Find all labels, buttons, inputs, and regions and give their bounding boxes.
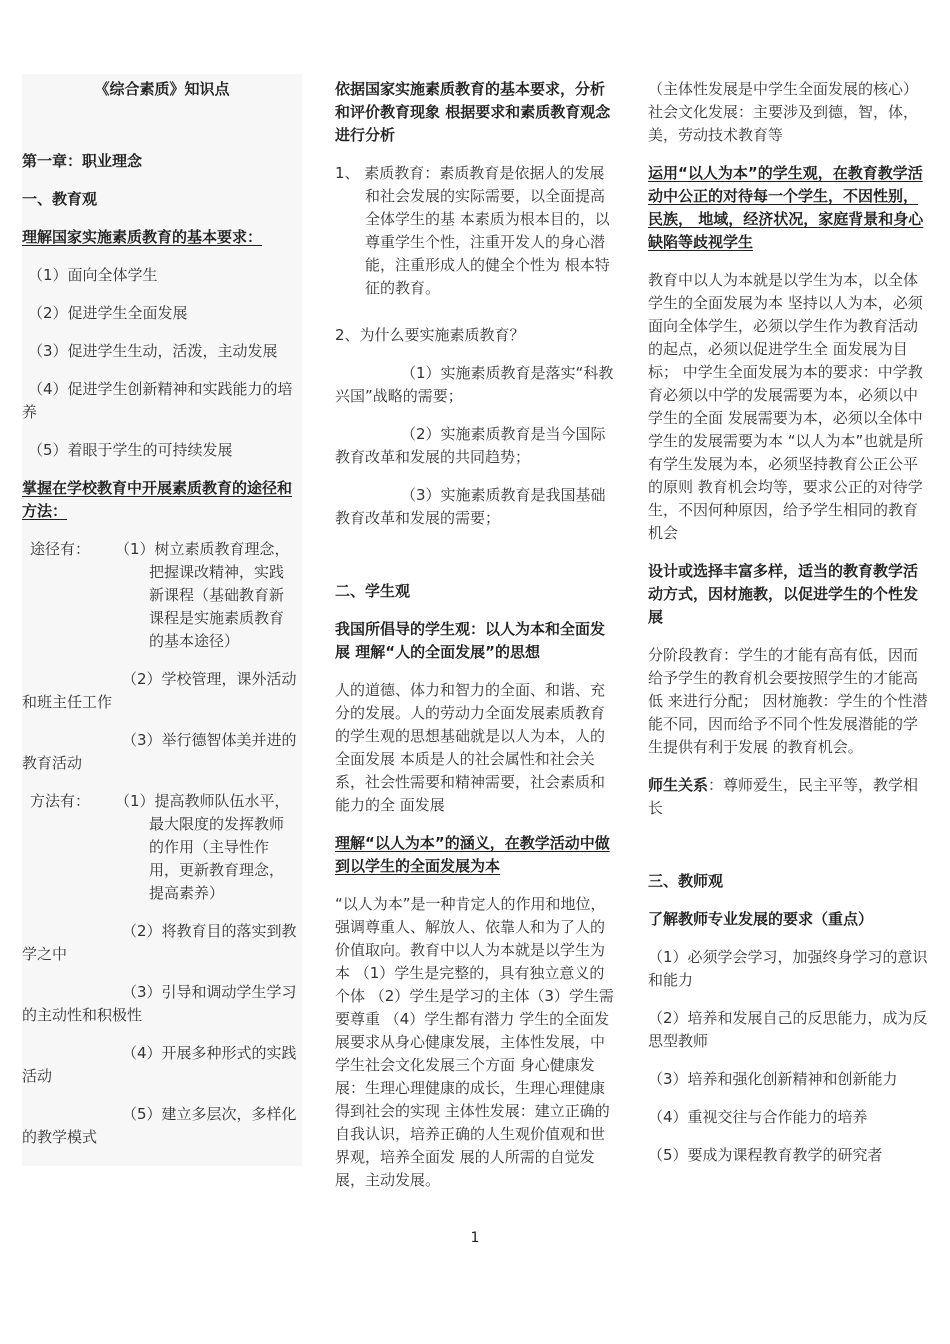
method-item: （3）引导和调动学生学习的主动性和积极性 <box>22 983 297 1024</box>
requirement-item: （4）促进学生创新精神和实践能力的培养 <box>22 380 293 421</box>
way-item: （1）树立素质教育理念，把握课改精神，实践新课程（基础教育新课程是实施素质教育 的基本途径） <box>115 540 290 650</box>
reason-item: （1）实施素质教育是落实“科教兴国”战略的需要； <box>335 364 614 405</box>
section-heading-students: 二、学生观 <box>335 582 411 600</box>
paragraph-people-oriented: “以人为本”是一种肯定人的作用和地位，强调尊重人、解放人、依靠人和为了人的 价值取向。教育中以人为本就是以学生为本 （1）学生是完整的，具有独立意义的个体 （2）学生是学习的主体（3）学生需要尊重 （4）学生都有潜力 学生的全面发展要求从身心健康发展，主体性发展，中学生社会文化发展三个方面 身心健康发展：生理心理健康的成长，生理心理健康得到社会的实现 主体性发展：建立正确的自我认识，培养正确的人生观价值观和世界观，培养全面发 展的人所需的自觉发展，主动发展。 <box>335 895 614 1189</box>
way-item: （2）学校管理，课外活动和班主任工作 <box>22 670 297 711</box>
heading-fair-treatment: 运用“以人为本”的学生观，在教育教学活动中公正的对待每一个学生，不因性别，民族， 地域，经济状况，家庭背景和身心缺陷等歧视学生 <box>648 164 924 251</box>
question-why: 2、为什么要实施素质教育？ <box>335 326 525 344</box>
method-item: （1）提高教师队伍水平，最大限度的发挥教师的作用（主导性作用，更新教育理念， 提高素养） <box>115 792 290 902</box>
heading-people-oriented: 理解“以人为本”的涵义，在教学活动中做到以学生的全面发展为本 <box>335 834 610 875</box>
section-heading-education: 一、教育观 <box>22 190 98 208</box>
methods-label: 方法有： <box>30 792 91 810</box>
method-item: （5）建立多层次，多样化的教学模式 <box>22 1105 297 1146</box>
methods-block <box>22 790 302 905</box>
reason-item: （3）实施素质教育是我国基础教育改革和发展的需要； <box>335 486 606 527</box>
reason-item: （2）实施素质教育是当今国际教育改革和发展的共同趋势； <box>335 425 606 466</box>
subheading-requirements: 理解国家实施素质教育的基本要求： <box>22 228 263 246</box>
column-middle <box>335 74 617 1192</box>
relation-label: 师生关系 <box>648 776 709 794</box>
ways-block <box>22 538 302 653</box>
teacher-requirement-item: （2）培养和发展自己的反思能力，成为反思型教师 <box>648 1009 928 1050</box>
teacher-requirement-item: （5）要成为课程教育教学的研究者 <box>648 1146 883 1164</box>
document-title: 《综合素质》知识点 <box>94 80 230 98</box>
teacher-requirement-item: （1）必须学会学习，加强终身学习的意识和能力 <box>648 948 928 989</box>
requirement-item: （2）促进学生全面发展 <box>28 304 188 322</box>
section-heading-teachers: 三、教师观 <box>648 872 724 890</box>
column-left <box>22 74 302 1166</box>
way-item: （3）举行德智体美并进的教育活动 <box>22 731 297 772</box>
paragraph-continuation: （主体性发展是中学生全面发展的核心） 社会文化发展：主要涉及到德，智，体，美，劳动技术教育等 <box>648 80 919 144</box>
requirement-item: （5）着眼于学生的可持续发展 <box>28 441 233 459</box>
chapter-heading: 第一章：职业理念 <box>22 152 143 170</box>
paragraph-fair-treatment: 教育中以人为本就是以学生为本，以全体学生的全面发展为本 坚持以人为本，必须面向全体学生，必须以学生作为教育活动的起点，必须以促进学生全 面发展为目标； 中学生全面发展为本的要求：中学教育必须以中学的发展需要为本，必须以中学生的全面 发展需要为本，必须以全体中学生的发展需要为本 “以人为本”也就是所有学生发展为本，必须坚持教育公正公平的原则 教育机会均等，要求公正的对待学生，不因何种原因，给予学生相同的教育机会 <box>648 271 924 542</box>
requirement-item: （1）面向全体学生 <box>28 266 158 284</box>
definition-quality-education: 1、 素质教育：素质教育是依据人的发展和社会发展的实际需要，以全面提高全体学生的基 本素质为根本目的，以尊重学生个性，注重开发人的身心潜能，注重形成人的健全个性为 根本特征的教育。 <box>335 164 610 297</box>
method-item: （2）将教育目的落实到教学之中 <box>22 922 297 963</box>
heading-teacher-development: 了解教师专业发展的要求（重点） <box>648 910 874 928</box>
heading-analysis: 依据国家实施素质教育的基本要求，分析和评价教育现象 根据要求和素质教育观念进行分析 <box>335 80 611 144</box>
teacher-requirement-item: （4）重视交往与合作能力的培养 <box>648 1108 868 1126</box>
heading-teaching-activities: 设计或选择丰富多样，适当的教育教学活动方式，因材施教，以促进学生的个性发展 <box>648 562 919 626</box>
page-number: 1 <box>470 1230 480 1246</box>
ways-label: 途径有： <box>30 540 91 558</box>
paragraph-teaching-activities: 分阶段教育：学生的才能有高有低，因而给予学生的教育机会要按照学生的才能高低 来进行分配； 因材施教：学生的个性潜能不同，因而给予不同个性发展潜能的学生提供有利于发展 的教育机会。 <box>648 646 928 756</box>
subheading-ways-methods: 掌握在学校教育中开展素质教育的途径和方法： <box>22 479 293 520</box>
paragraph-full-development: 人的道德、体力和智力的全面、和谐、充分的发展。人的劳动力全面发展素质教育的学生观的思想基础就是以人为本，人的全面发展 本质是人的社会属性和社会关系，社会性需要和精神需要，社会素质和能力的全 面发展 <box>335 681 606 814</box>
requirement-item: （3）促进学生生动，活泼，主动发展 <box>28 342 278 360</box>
teacher-requirement-item: （3）培养和强化创新精神和创新能力 <box>648 1070 898 1088</box>
relation-text: ：尊师爱生，民主平等，教学相长 <box>648 776 919 817</box>
heading-student-view: 我国所倡导的学生观：以人为本和全面发展 理解“人的全面发展”的思想 <box>335 620 606 661</box>
teacher-student-relation <box>648 774 930 820</box>
column-right <box>648 74 930 1167</box>
method-item: （4）开展多种形式的实践活动 <box>22 1044 297 1085</box>
